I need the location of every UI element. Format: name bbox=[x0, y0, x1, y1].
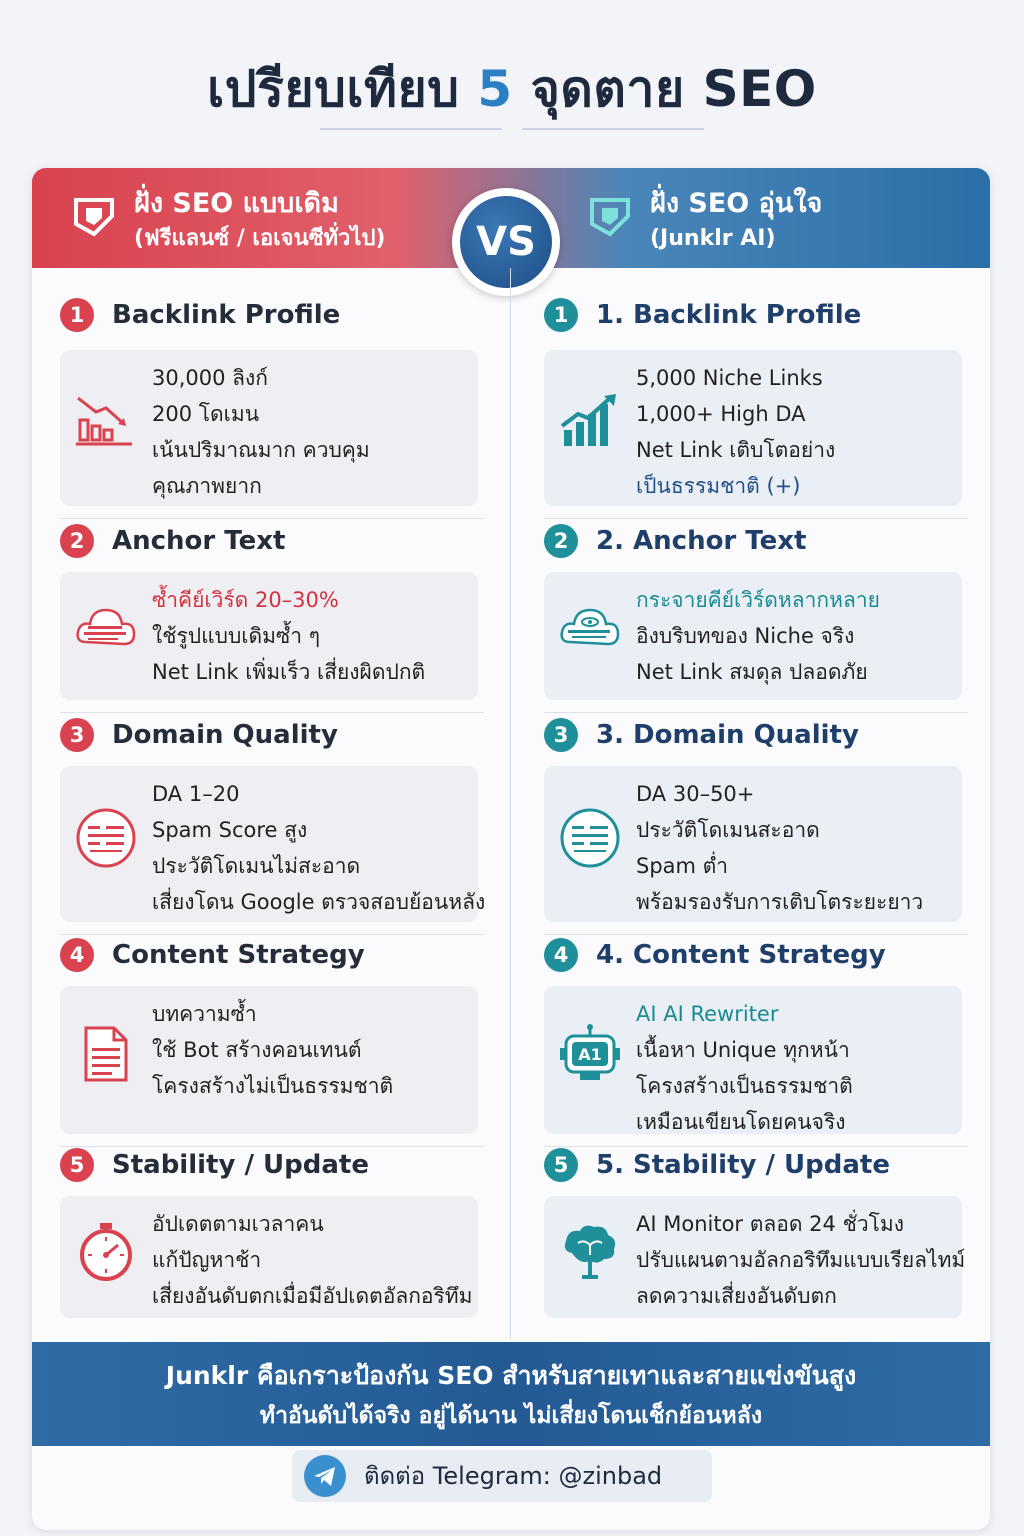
telegram-contact-label: ติดต่อ Telegram: @zinbad bbox=[364, 1462, 663, 1490]
section-separator bbox=[544, 934, 968, 935]
section-line: Net Link เติบโตอย่าง bbox=[636, 438, 836, 462]
title-number: 5 bbox=[477, 60, 513, 118]
junklr-section-2 bbox=[544, 522, 964, 684]
section-separator bbox=[544, 518, 968, 519]
section-heading bbox=[544, 1146, 964, 1182]
declining-chart-icon bbox=[74, 390, 138, 454]
cloud-eye-icon bbox=[558, 598, 622, 662]
section-number-badge: 2 bbox=[544, 524, 578, 558]
section-line: เป็นธรรมชาติ (+) bbox=[636, 474, 801, 498]
section-number-badge: 4 bbox=[60, 938, 94, 972]
section-heading bbox=[60, 716, 480, 752]
section-name: Anchor Text bbox=[112, 526, 286, 556]
section-line: เสี่ยงอันดับตกเมื่อมีอัปเดตอัลกอริทึม bbox=[152, 1284, 473, 1308]
section-separator bbox=[60, 712, 484, 713]
section-card bbox=[544, 350, 962, 506]
traditional-section-1 bbox=[60, 296, 480, 498]
section-card bbox=[60, 572, 478, 700]
vs-label: VS bbox=[460, 196, 552, 288]
section-name: Content Strategy bbox=[112, 940, 365, 970]
section-line: Spam Score สูง bbox=[152, 818, 308, 842]
header-right-title: ฝั่ง SEO อุ่นใจ bbox=[650, 188, 823, 219]
summary-line-1: Junklr คือเกราะป้องกัน SEO สำหรับสายเทาและสายแข่งขันสูง bbox=[165, 1361, 857, 1390]
section-line: 5,000 Niche Links bbox=[636, 366, 823, 390]
section-name: 1. Backlink Profile bbox=[596, 300, 862, 330]
section-line: กระจายคีย์เวิร์ดหลากหลาย bbox=[636, 588, 880, 612]
section-lines bbox=[636, 360, 958, 504]
ai-robot-icon bbox=[558, 1022, 622, 1086]
section-lines bbox=[152, 996, 474, 1104]
cloud-tag-icon bbox=[74, 598, 138, 662]
section-name: Stability / Update bbox=[112, 1150, 369, 1180]
section-line: แก้ปัญหาช้า bbox=[152, 1248, 262, 1272]
section-line: โครงสร้างไม่เป็นธรรมชาติ bbox=[152, 1074, 394, 1098]
section-line: Net Link เพิ่มเร็ว เสี่ยงผิดปกติ bbox=[152, 660, 426, 684]
section-line: 200 โดเมน bbox=[152, 402, 260, 426]
header-left-subtitle: (ฟรีแลนซ์ / เอเจนซีทั่วไป) bbox=[134, 226, 386, 251]
section-heading bbox=[544, 296, 964, 332]
section-lines bbox=[636, 582, 958, 690]
shield-logo-icon bbox=[588, 194, 632, 238]
section-line: อิงบริบทของ Niche จริง bbox=[636, 624, 855, 648]
section-card bbox=[60, 1196, 478, 1318]
section-line: อัปเดตตามเวลาคน bbox=[152, 1212, 324, 1236]
section-line: DA 1–20 bbox=[152, 782, 240, 806]
section-number-badge: 5 bbox=[544, 1148, 578, 1182]
section-lines bbox=[152, 360, 474, 504]
title-prefix: เปรียบเทียบ bbox=[207, 60, 460, 118]
shield-logo-icon bbox=[72, 194, 116, 238]
section-line: DA 30–50+ bbox=[636, 782, 755, 806]
growth-chart-icon bbox=[558, 390, 622, 454]
section-number-badge: 1 bbox=[60, 298, 94, 332]
section-separator bbox=[60, 518, 484, 519]
section-number-badge: 1 bbox=[544, 298, 578, 332]
junklr-section-4 bbox=[544, 936, 964, 1134]
section-name: Domain Quality bbox=[112, 720, 338, 750]
stopwatch-icon bbox=[74, 1219, 138, 1283]
section-name: 5. Stability / Update bbox=[596, 1150, 890, 1180]
junklr-section-5 bbox=[544, 1146, 966, 1308]
summary-banner bbox=[32, 1342, 990, 1446]
telegram-icon bbox=[304, 1455, 346, 1497]
summary-line-2: ทำอันดับได้จริง อยู่ได้นาน ไม่เสี่ยงโดนเช็กย้อนหลัง bbox=[259, 1403, 763, 1429]
page-title bbox=[0, 50, 1024, 129]
section-line: ประวัติโดเมนสะอาด bbox=[636, 818, 820, 842]
document-icon bbox=[74, 1022, 138, 1086]
list-badge-icon bbox=[74, 806, 138, 870]
traditional-section-3 bbox=[60, 716, 486, 914]
header-right-subtitle: (Junklr AI) bbox=[650, 226, 776, 251]
title-suffix: จุดตาย SEO bbox=[530, 60, 817, 118]
header-left-title: ฝั่ง SEO แบบเดิม bbox=[134, 188, 339, 219]
section-line: เนื้อหา Unique ทุกหน้า bbox=[636, 1038, 850, 1062]
section-name: 3. Domain Quality bbox=[596, 720, 859, 750]
section-separator bbox=[60, 934, 484, 935]
section-separator bbox=[544, 712, 968, 713]
section-lines bbox=[152, 1206, 474, 1314]
section-heading bbox=[544, 522, 964, 558]
junklr-section-3 bbox=[544, 716, 964, 914]
section-line: พร้อมรองรับการเติบโตระยะยาว bbox=[636, 890, 924, 914]
section-card bbox=[544, 572, 962, 700]
section-card bbox=[60, 766, 486, 922]
title-rule-right bbox=[522, 128, 704, 130]
vs-badge bbox=[452, 188, 560, 296]
section-lines bbox=[636, 776, 958, 920]
section-heading bbox=[544, 716, 964, 752]
section-card bbox=[544, 986, 962, 1134]
section-card bbox=[544, 1196, 966, 1318]
section-card bbox=[60, 986, 478, 1134]
section-number-badge: 5 bbox=[60, 1148, 94, 1182]
section-line: AI Monitor ตลอด 24 ชั่วโมง bbox=[636, 1212, 904, 1236]
section-line: ประวัติโดเมนไม่สะอาด bbox=[152, 854, 361, 878]
section-line: Net Link สมดุล ปลอดภัย bbox=[636, 660, 868, 684]
section-card bbox=[60, 350, 478, 506]
section-line: บทความซ้ำ bbox=[152, 1002, 257, 1026]
section-heading bbox=[60, 1146, 480, 1182]
section-name: 2. Anchor Text bbox=[596, 526, 807, 556]
section-number-badge: 3 bbox=[544, 718, 578, 752]
telegram-contact[interactable] bbox=[292, 1450, 712, 1502]
svg-text:A1: A1 bbox=[578, 1045, 602, 1064]
section-line: ซ้ำคีย์เวิร์ด 20–30% bbox=[152, 588, 339, 612]
section-line: เน้นปริมาณมาก ควบคุม bbox=[152, 438, 370, 462]
section-line: ปรับแผนตามอัลกอริทึมแบบเรียลไทม์ bbox=[636, 1248, 966, 1272]
section-number-badge: 4 bbox=[544, 938, 578, 972]
section-line: เสี่ยงโดน Google ตรวจสอบย้อนหลัง bbox=[152, 890, 486, 914]
section-line: ลดความเสี่ยงอันดับตก bbox=[636, 1284, 837, 1308]
section-heading bbox=[544, 936, 964, 972]
section-number-badge: 2 bbox=[60, 524, 94, 558]
section-lines bbox=[636, 996, 958, 1140]
section-lines bbox=[152, 776, 486, 920]
ai-brain-icon bbox=[558, 1219, 622, 1283]
section-lines bbox=[636, 1206, 966, 1314]
column-divider bbox=[510, 268, 511, 1340]
section-number-badge: 3 bbox=[60, 718, 94, 752]
junklr-section-1 bbox=[544, 296, 964, 498]
section-line: โครงสร้างเป็นธรรมชาติ bbox=[636, 1074, 853, 1098]
section-heading bbox=[60, 522, 480, 558]
section-line: คุณภาพยาก bbox=[152, 474, 262, 498]
section-line: เหมือนเขียนโดยคนจริง bbox=[636, 1110, 846, 1134]
title-rule-left bbox=[320, 128, 502, 130]
traditional-section-5 bbox=[60, 1146, 480, 1308]
section-line: Spam ต่ำ bbox=[636, 854, 729, 878]
section-lines bbox=[152, 582, 474, 690]
section-line: 1,000+ High DA bbox=[636, 402, 806, 426]
list-badge-icon bbox=[558, 806, 622, 870]
traditional-section-4 bbox=[60, 936, 480, 1098]
section-name: Backlink Profile bbox=[112, 300, 341, 330]
section-line: AI AI Rewriter bbox=[636, 1002, 779, 1026]
section-line: ใช้ Bot สร้างคอนเทนต์ bbox=[152, 1038, 362, 1062]
section-name: 4. Content Strategy bbox=[596, 940, 886, 970]
section-card bbox=[544, 766, 962, 922]
section-line: 30,000 ลิงก์ bbox=[152, 366, 268, 390]
section-heading bbox=[60, 936, 480, 972]
section-heading bbox=[60, 296, 480, 332]
traditional-section-2 bbox=[60, 522, 480, 684]
section-line: ใช้รูปแบบเดิมซ้ำ ๆ bbox=[152, 624, 320, 648]
comparison-panel bbox=[32, 168, 990, 1530]
